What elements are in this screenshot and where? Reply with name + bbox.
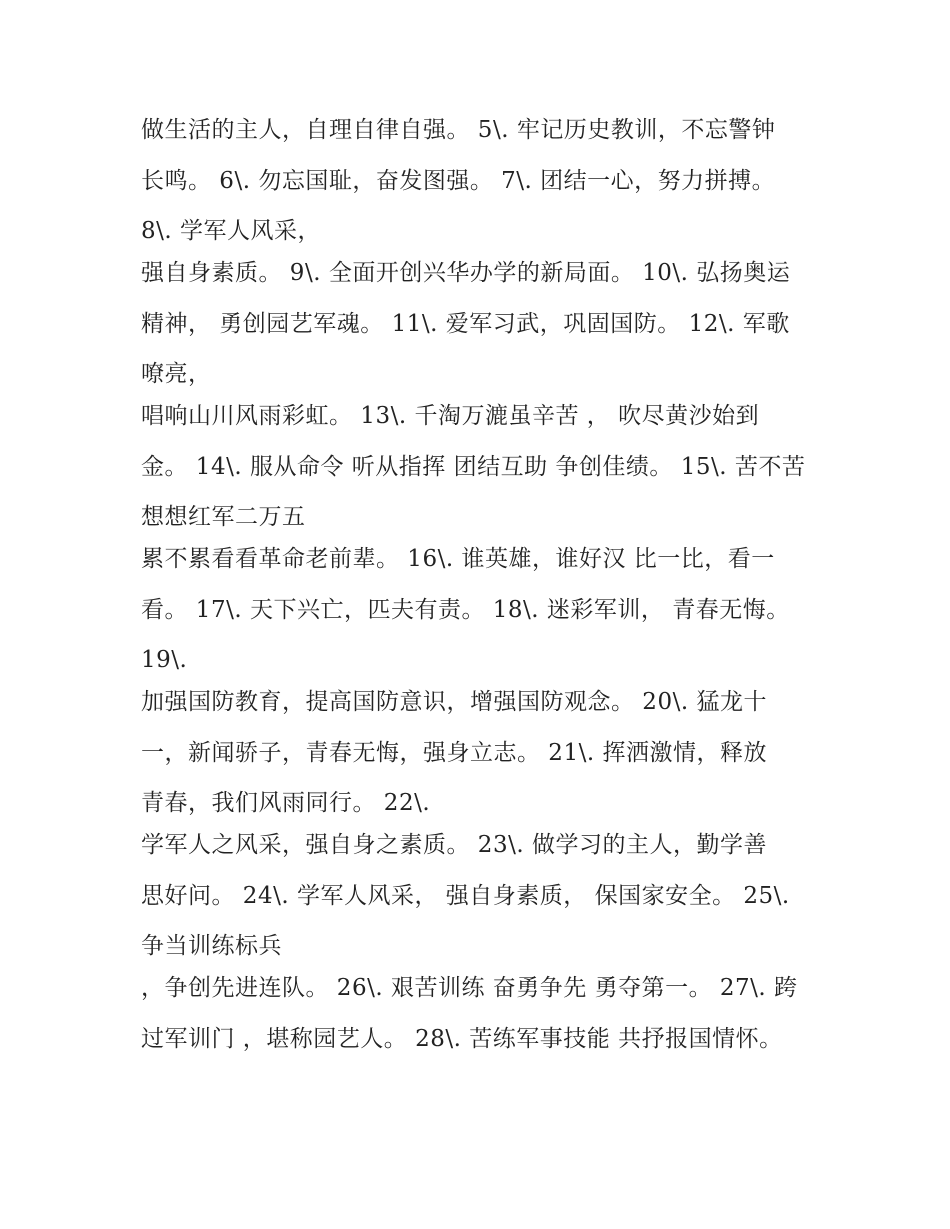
text-line: ，争创先进连队。 26\. 艰苦训练 奋勇争先 勇夺第一。 27\. 跨: [141, 975, 798, 1001]
slogan-text-block: [141, 108, 821, 1067]
text-line: 青春，我们风雨同行。 22\.: [141, 790, 431, 816]
text-line: 加强国防教育，提高国防意识，增强国防观念。 20\. 猛龙十: [141, 689, 767, 715]
text-line: 19\.: [141, 647, 188, 673]
text-line: 学军人之风采，强自身之素质。 23\. 做学习的主人，勤学善: [141, 832, 767, 858]
text-line: 金。 14\. 服从命令 听从指挥 团结互助 争创佳绩。 15\. 苦不苦: [141, 453, 806, 480]
text-line: 8\. 学军人风采，: [141, 218, 322, 244]
text-line: 做生活的主人，自理自律自强。 5\. 牢记历史教训，不忘警钟: [141, 117, 776, 143]
text-line: 长鸣。 6\. 勿忘国耻，奋发图强。 7\. 团结一心，努力拼搏。: [141, 167, 776, 194]
text-line: 唱响山川风雨彩虹。 13\. 千淘万漉虽辛苦 ， 吹尽黄沙始到: [141, 403, 760, 429]
text-line: 强自身素质。 9\. 全面开创兴华办学的新局面。 10\. 弘扬奥运: [141, 260, 791, 286]
text-line: 累不累看看革命老前辈。 16\. 谁英雄，谁好汉 比一比，看一: [141, 546, 775, 572]
text-line: 过军训门 ，堪称园艺人。 28\. 苦练军事技能 共抒报国情怀。: [141, 1025, 783, 1052]
text-line: 争当训练标兵: [141, 933, 282, 959]
text-line: 思好问。 24\. 学军人风采， 强自身素质， 保国家安全。 25\.: [141, 882, 790, 909]
text-line: 嘹亮，: [141, 361, 212, 387]
text-line: 想想红军二万五: [141, 504, 306, 530]
text-line: 一，新闻骄子，青春无悔，强身立志。 21\. 挥洒激情，释放: [141, 739, 767, 766]
text-line: 看。 17\. 天下兴亡，匹夫有责。 18\. 迷彩军训， 青春无悔。: [141, 596, 790, 623]
text-line: 精神， 勇创园艺军魂。 11\. 爱军习武，巩固国防。 12\. 军歌: [141, 310, 790, 337]
